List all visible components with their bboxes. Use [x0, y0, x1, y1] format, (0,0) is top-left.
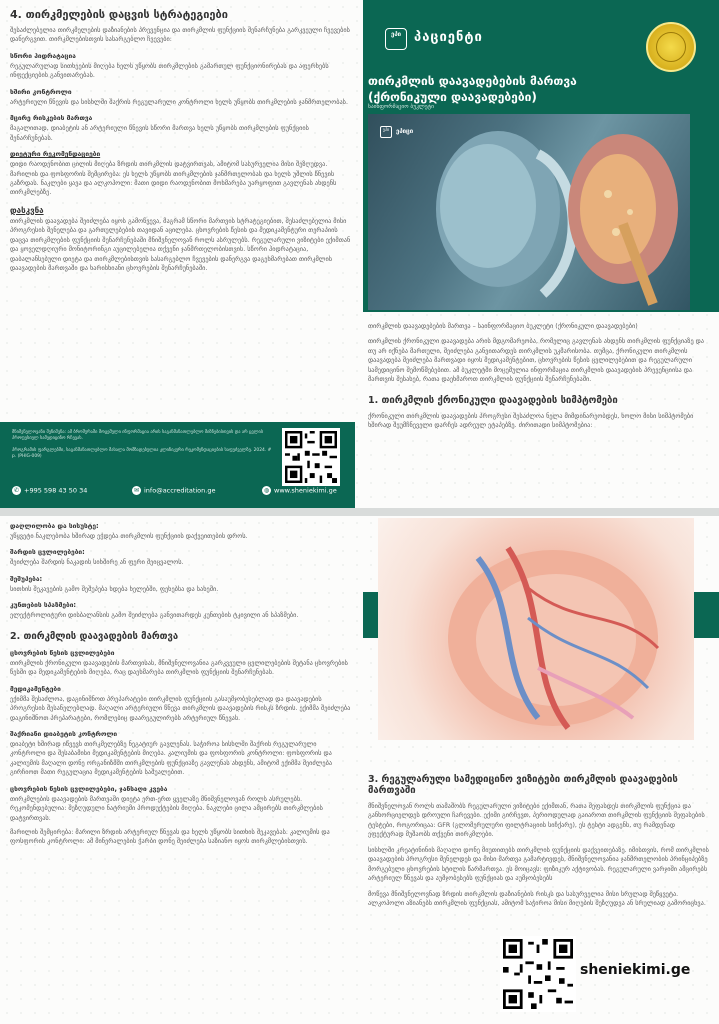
kidney-anatomy-graphic — [378, 518, 694, 740]
booklet-title: თირკმლის დაავადებების მართვა (ქრონიკული დაავადებები) — [368, 74, 577, 104]
symptom-title: დაღლილობა და სისუსტე: — [10, 522, 99, 530]
qr-code[interactable] — [282, 428, 340, 486]
image-caption: თირკმლის დაავადებების მართვა – საინფორმაციო ბუკლეტი (ქრონიკული დაავადებები) — [368, 323, 638, 330]
strategy-title: სწორი ჰიდრატაცია — [10, 51, 76, 60]
section1-text: ქრონიკული თირკმლის დაავადების პროგრესი შესაძლოა ნელა მიმდინარეობდეს, ხოლო მისი სიმპტომები ხშირად შეუმჩნეველი დარჩეს ადრეულ ეტაპებზე. ძირითადი სიმპტომებია: — [368, 412, 694, 430]
kidney-illustration — [368, 114, 690, 310]
conclusion-text: თირკმლის დაავადება შეიძლება იყოს გამოწვევა, მაგრამ სწორი მართვის სტრატეგიებით, შესაძლებელია მისი პროგრესის შენელება და გართულებების თავიდან აცილება. ცხოვრების წესის და მედიკამენტური თერაპიის დაცვა თირკმლების ფუნქციის შენარჩუნებაში მნიშვნელოვან როლს ასრულებს. რეგულარული ვიზიტები ექიმთან და ყოველდღიური მონიტორინგი აუცილებელია თქვენი ჯანმრთელობისთვის. სწორი ჰიდრატაცია, დაბალანსებული დიეტა და თირკმლებისთვის სასარგებლო ჩვევების დანერგვა დაგეხმარებათ თირკმლის დაავადების მართვაში და ხარისხიანი ცხოვრების შენარჩუნებაში. — [10, 217, 351, 272]
section3-text-3: მოწევა მნიშვნელოვნად ზრდის თირკმლის დაზიანების რისკს და სასურველია მისი სრულად შეწყვეტა. ალკოჰოლი აზიანებს თირკმლის ფუნქციას, ამიტომ საჭიროა მისი მიღების შეზღუდვა ან სრულიად გამორიცხვა. — [368, 890, 706, 907]
globe-icon: ◍ — [263, 487, 270, 494]
strategies-intro: შესაძლებელია თირკმელების დაზიანების პრევენცია და თირკმლის ფუნქციის შენარჩუნება გარკვეული ჩვევების დანერგვით. თირკმლებისთვის სასარგებლო ჩვევები: — [10, 27, 350, 44]
management-text: თირკმლის ქრონიკული დაავადების მართვისას, მნიშვნელოვანია გარკვეული ცვლილებების შეტანა ცხოვრების წესში და მედიკამენტების მიღება, რაც დაეხმარება თირკმლის ფუნქციის შენარჩუნებას. — [10, 659, 348, 677]
intro-column — [368, 320, 708, 431]
booklet-subtitle: საინფორმაციო ბუკლეტი — [368, 104, 434, 110]
strategy-title: დიეტური რეკომენდაციები — [10, 150, 101, 159]
strategy-text: მაგალითად, დიაბეტის ან არტერიული წნევის სწორი მართვა ხელს უწყობს თირკმლების ფუნქციის შენარჩუნებას. — [10, 125, 309, 142]
symptom-text: ელექტროლიტური დისბალანსის გამო შეიძლება განვითარდეს კუნთების ტკივილი ან სპაზმები. — [10, 612, 299, 620]
kidney-image-graphic — [368, 114, 690, 310]
mail-icon: ✉ — [133, 487, 140, 494]
symptom-text: შეიძლება შარდის ნაკადის სიხშირე ან ფერი შეიცვალოს. — [10, 559, 184, 567]
conclusion-title: დასკვნა — [10, 205, 44, 215]
phone-icon: ✆ — [13, 487, 20, 494]
image-logo: ეპი — [380, 126, 392, 138]
symptom-title: შეშუპება: — [10, 574, 43, 583]
contact-footer — [0, 422, 355, 508]
management-column — [10, 522, 352, 847]
phone-contact[interactable] — [12, 486, 87, 495]
management-text: ექიმმა შესაძლოა, დაგინიშნოთ პრეპარატები თირკმლის ფუნქციის გასაუმჯობესებლად და დაავადების პროგრესის შესანელებლად. მაღალი არტერიული წნევა თირკმლის დაავადების რისკს ზრდის. ექიმმა შეიძლება დაგინიშნოთ პრეპარატები, რომლებიც დაარეგულირებს არტერიულ წნევას. — [10, 695, 351, 722]
strategy-text: არტერიული წნევის და სისხლში შაქრის რეგულარული კონტროლი ხელს უწყობს თირკმლების ჯანმრთელობას. — [10, 98, 348, 106]
intro-text: თირკმლის ქრონიკული დაავადება არის მდგომარეობა, რომელიც გავლენას ახდენს თირკმლის ფუნქციაზე და თუ არ იქნება მართული, შეიძლება განვითარდეს თირკმლის უკმარისობა. თუმცა, ქრონიკული თირკმლის დაავადება შეიძლება მართვადი იყოს მედიკამენტებით, ცხოვრების წესის ცვლილებებით და რეგულარული სამედიცინო შემოწმებებით. ამ ბუკლეტში მოცემულია ინფორმაცია თირკმლის დაავადების პრევენციისა და მართვის შესახებ, რათა დაეხმაროთ თირკმლის ფუნქციის შენარჩუნებაში. — [368, 338, 704, 384]
qr-code-graphic — [285, 431, 337, 483]
strategy-text: რეგულარულად სითხეების მიღება ხელს უწყობს თირკმლების გამართულ ფუნქციონირებას და აფერხებს ინფექციების განვითარებას. — [10, 62, 329, 80]
management-title: მედიკამენტები — [10, 684, 61, 693]
strategy-title: მცირე რისკების მართვა — [10, 114, 93, 123]
email-contact[interactable] — [132, 486, 215, 495]
image-brand: ეპიცი — [396, 128, 414, 135]
visits-column — [368, 774, 710, 908]
footer-note: მნიშვნელოვანი შენიშვნა: ამ ბროშურაში მოცემული ინფორმაცია არის საგანმანათლებლო მიზნებისთვის და არ ცვლის პროფესიულ სამედიცინო რჩევას. — [12, 430, 264, 442]
management-text: მარილის შემცირება: მარილი ზრდის არტერიულ წნევას და ხელს უწყობს სითხის შეკავებას. კალიუმის და ფოსფორის კონტროლი: ამ მინერალების ჭარბი დონე შეიძლება საზიანო იყოს თირკმლებისთვის. — [10, 829, 330, 846]
brand-name: პაციენტი — [414, 30, 483, 45]
section3-text: მნიშვნელოვან როლს თამაშობს რეგულარული ვიზიტები ექიმთან, რათა შეფასდეს თირკმლის ფუნქცია და განხორციელდეს დროული ჩარევები. ექიმი გირჩევთ, პერიოდულად გაიაროთ თირკმლის ფუნქციის შეფასების ტესტები, როგორიცაა: GFR (გლომერულური ფილტრაციის სიჩქარე), ეს ტესტი ადგენს, თუ რამდენად ეფექტურად მუშაობს თქვენი თირკმლები. — [368, 803, 705, 839]
qr-code-large-graphic — [503, 939, 573, 1009]
section3-text-2: სისხლში კრეატინინის მაღალი დონე მიუთითებს თირკმლის ფუნქციის დაქვეითებაზე. იმისთვის, რომ თირკმლის დაავადების პროგრესი შენელდეს და მისი მართვა გამარტივდეს, მნიშვნელოვანია ჯანმრთელობის პრინციპებზე მორგებული ცხოვრების სტილის წარმართვა. ეს მოიცავს: ფიზიკურ აქტივობას. რეგულარული ვარჯიში ამცირებს არტერიულ წნევას და აუმჯობესებს ფუნქციას და აუმჯობესებს — [368, 846, 709, 883]
kidney-anatomy-illustration — [378, 518, 694, 740]
phone-text: +995 598 43 50 34 — [24, 486, 88, 495]
symptom-title: კუნთების სპაზმები: — [10, 601, 77, 610]
page-1 — [0, 0, 719, 508]
strategy-title: ხშირი კონტროლი — [10, 87, 72, 96]
web-contact[interactable] — [262, 486, 337, 495]
qr-code-large[interactable] — [500, 936, 576, 1012]
page-divider — [0, 508, 719, 516]
management-title: ცხოვრების წესის ცვლილებები — [10, 648, 115, 657]
strategy-text: დიდი რაოდენობით ცილის მიღება ზრდის თირკმლის დატვირთვას, ამიტომ სასურველია მისი შეზღუდვა. მარილის და ფოსფორის შემცირება: ეს ხელს უწყობს თირკმლების ჯანმრთელობას და ხელს უშლის წნევის გაზრდას. ნაკლები ყავა და ალკოჰოლი: მათი დიდი რაოდენობით მოხმარება უარყოფით გავლენას ახდენს თირკმლებზე. — [10, 161, 337, 197]
strategies-column — [10, 8, 352, 273]
management-text: დიაბეტი ხშირად იწვევს თირკმელებზე ნეგატიურ გავლენას. საჭიროა სისხლში შაქრის რეგულარული კონტროლი და შესაბამისი მედიკამენტების მიღება. კალიუმის და ფოსფორის კონტროლი: ფოსფორის და კალიუმის მაღალი დონე ორგანიზმში თირკმლების ფუნქციაზე გავლენას ახდენს, ამიტომ ექიმმა შეიძლება გირჩიოთ მათი რეგულაცია მედიკამენტების საშუალებით. — [10, 740, 333, 777]
management-title: ცხოვრების წესის ცვლილებები, ჯანსაღი კვება — [10, 784, 168, 793]
footer-note-2: პროგრამის ფარგლებში, საგანმანათლებლო მასალა მომზადებულია კლინიკური რეკომენდაციების საფუძველზე. 2024. # p. (PHIG-009) — [12, 448, 272, 460]
management-title: შაქრიანი დიაბეტის კონტროლი — [10, 729, 118, 738]
web-text: www.sheniekimi.ge — [274, 486, 337, 495]
website-label[interactable]: sheniekimi.ge — [580, 962, 691, 978]
section1-heading: 1. თირკმლის ქრონიკული დაავადების სიმპტომები — [368, 394, 618, 406]
symptom-title: შარდის ცვლილებები: — [10, 548, 85, 557]
management-text: თირკმლების დაავადების მართვაში დიეტა ერთ-ერთ ყველაზე მნიშვნელოვან როლს ასრულებს. რეკომენდებულია: შეზღუდული ნატრიუმი პროდუქტების მიღება. ნაკლები ცილა ამცირებს თირკმლების დატვირთვას. — [10, 795, 323, 822]
brand-logo: ეპი — [385, 28, 407, 50]
symptom-text: სითხის შეკავების გამო შეშუპება ხდება ხელებში, ფეხებსა და სახეში. — [10, 585, 219, 593]
section3-heading: 3. რეგულარული სამედიცინო ვიზიტები თირკმლის დაავადების მართვაში — [368, 774, 678, 796]
symptom-text: უწყვეტი ნაკლებობა ხშირად ეჭდება თირკმლის ფუნქციის დაქვეითების დროს. — [10, 533, 248, 540]
accreditation-seal-icon — [646, 22, 696, 72]
email-text: info@accreditation.ge — [144, 486, 216, 495]
section2-heading: 2. თირკმლის დაავადების მართვა — [10, 630, 179, 642]
strategies-heading: 4. თირკმელების დაცვის სტრატეგიები — [10, 8, 228, 21]
